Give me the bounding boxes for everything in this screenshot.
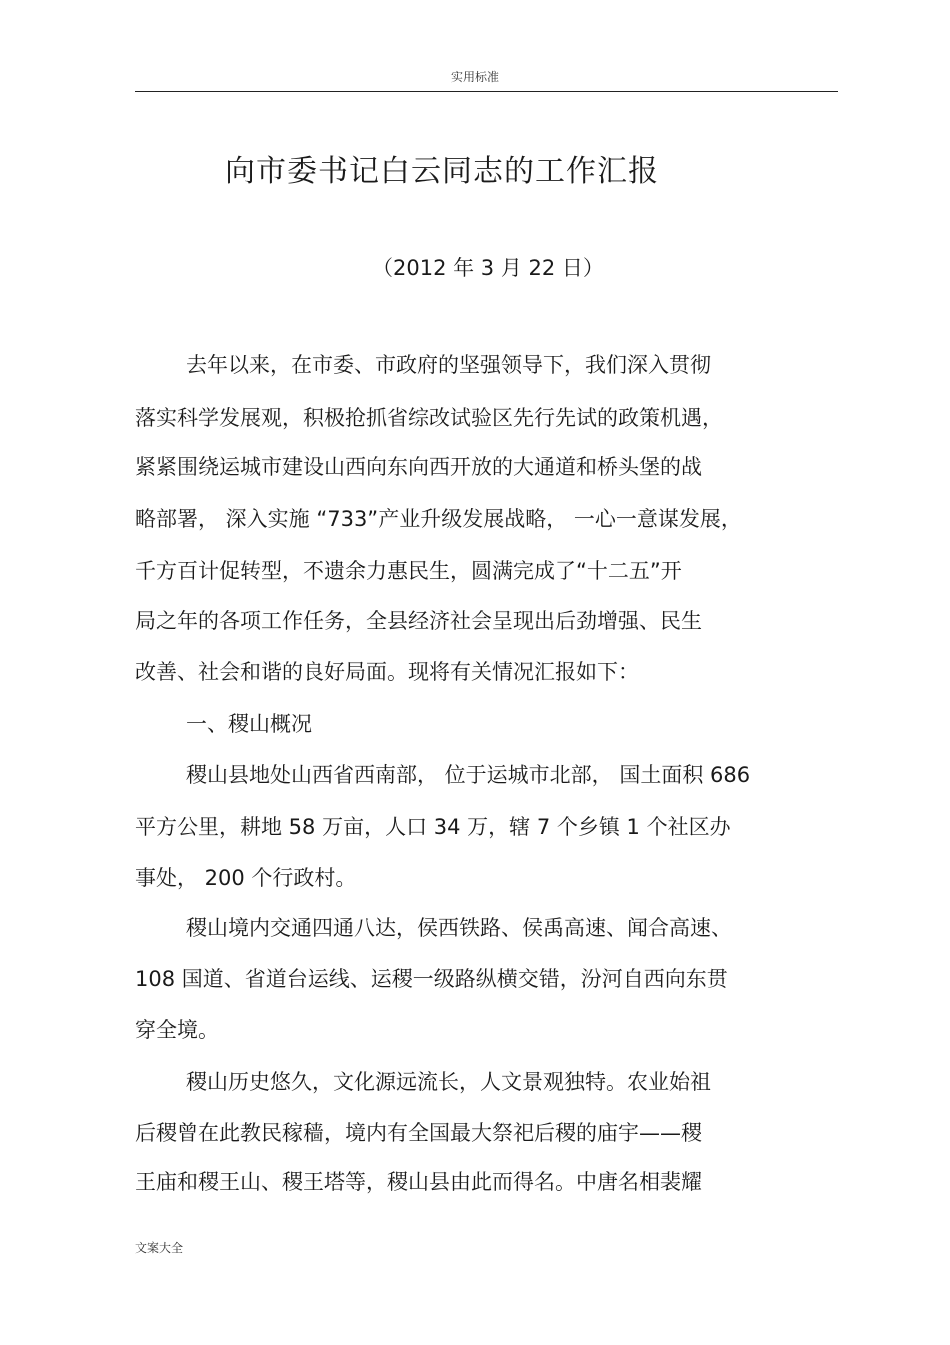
document-title: 向市委书记白云同志的工作汇报 [225,154,659,189]
paragraph-line: 事处， 200 个行政村。 [135,866,357,890]
paragraph-line: 108 国道、省道台运线、运稷一级路纵横交错，汾河自西向东贯 [135,967,728,991]
paragraph-line: 稷山境内交通四通八达，侯西铁路、侯禹高速、闻合高速、 [186,916,732,940]
paragraph-line: 略部署， 深入实施 “733”产业升级发展战略， 一心一意谋发展， [135,507,742,531]
paragraph-line: 后稷曾在此教民稼穑，境内有全国最大祭祀后稷的庙宇——稷 [135,1121,702,1145]
paragraph-line: 稷山县地处山西省西南部， 位于运城市北部， 国土面积 686 [186,763,751,787]
paragraph-line: 千方百计促转型，不遗余力惠民生，圆满完成了“十二五”开 [135,559,682,583]
paragraph-line: 局之年的各项工作任务，全县经济社会呈现出后劲增强、民生 [135,609,702,633]
paragraph-line: 紧紧围绕运城市建设山西向东向西开放的大通道和桥头堡的战 [135,455,702,479]
paragraph-line: 稷山历史悠久，文化源远流长，人文景观独特。农业始祖 [186,1070,711,1094]
paragraph-line: 去年以来，在市委、市政府的坚强领导下，我们深入贯彻 [186,353,711,377]
page-header: 实用标准 [450,70,499,84]
paragraph-line: 落实科学发展观，积极抢抓省综改试验区先行先试的政策机遇， [135,406,723,430]
document-date: （2012 年 3 月 22 日） [372,256,604,280]
page-footer: 文案大全 [135,1241,184,1255]
header-rule [135,91,838,92]
paragraph-line: 平方公里，耕地 58 万亩，人口 34 万，辖 7 个乡镇 1 个社区办 [135,815,731,839]
paragraph-line: 改善、社会和谐的良好局面。现将有关情况汇报如下： [135,660,639,684]
section-heading: 一、稷山概况 [186,712,312,736]
paragraph-line: 穿全境。 [135,1018,219,1042]
paragraph-line: 王庙和稷王山、稷王塔等，稷山县由此而得名。中唐名相裴耀 [135,1170,702,1194]
